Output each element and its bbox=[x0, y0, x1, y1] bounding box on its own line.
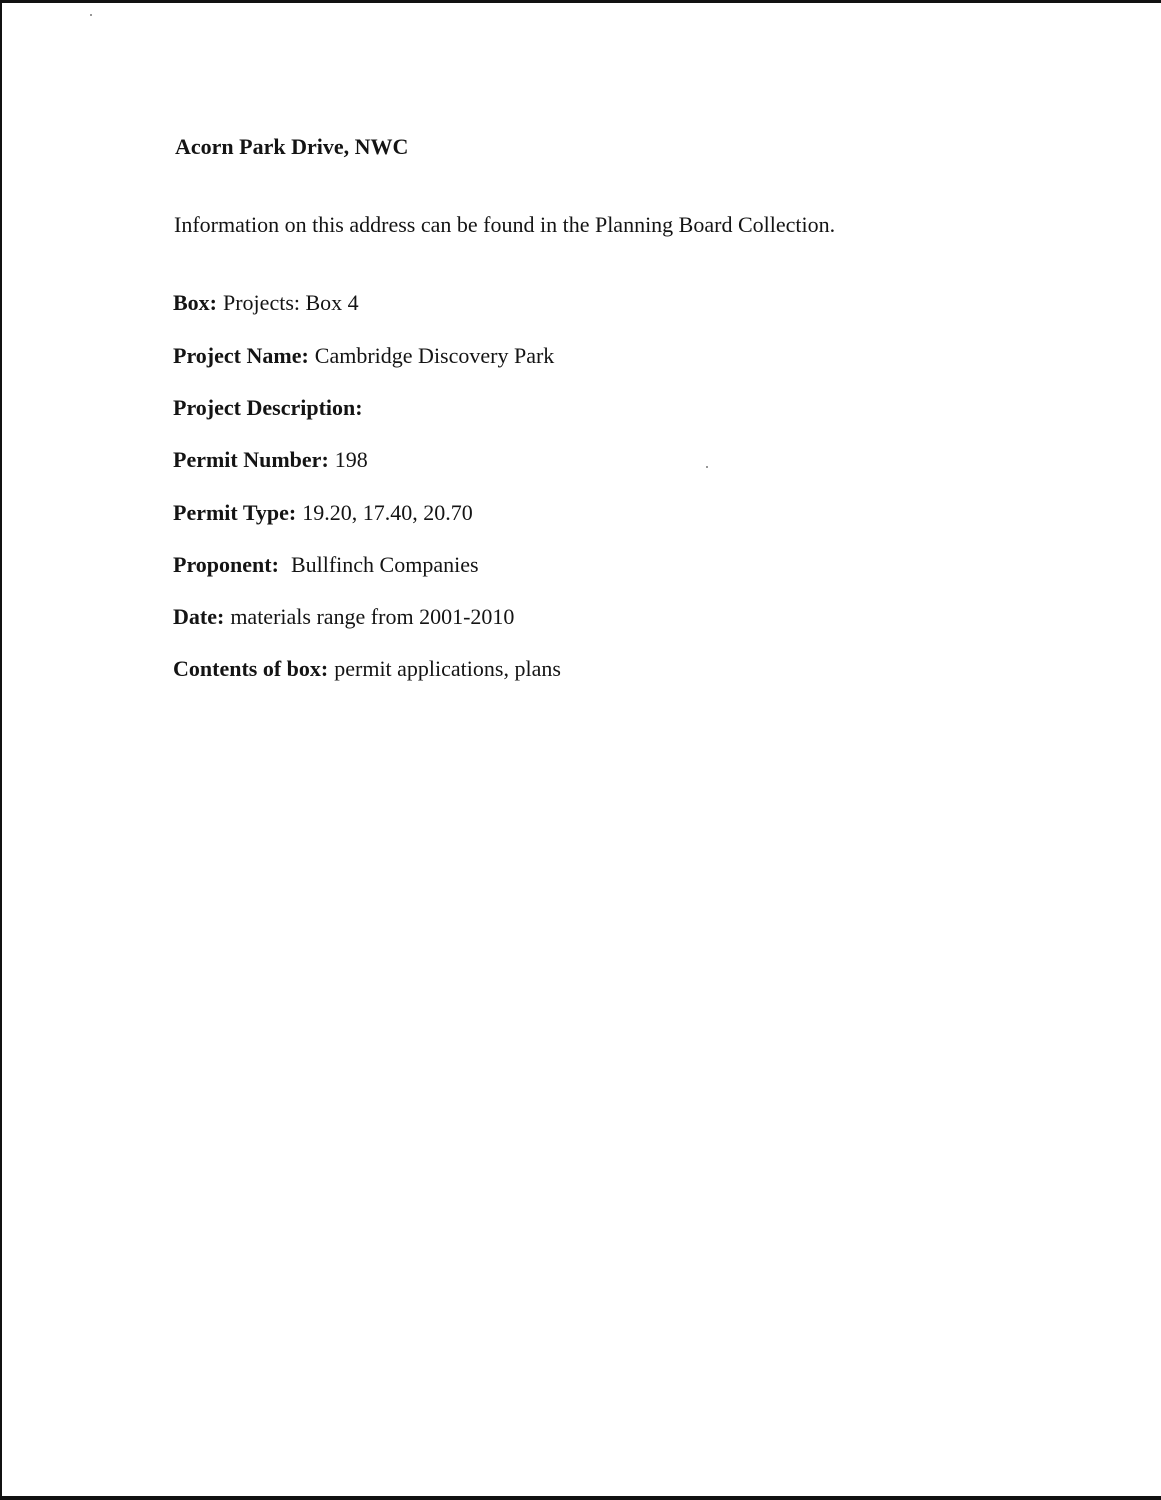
field-proponent-label: Proponent: bbox=[173, 552, 279, 577]
field-project-description-label: Project Description: bbox=[173, 395, 363, 420]
scan-speck bbox=[90, 14, 92, 16]
field-permit-number-value: 198 bbox=[334, 447, 368, 472]
field-box bbox=[173, 290, 359, 316]
field-permit-number bbox=[173, 447, 368, 473]
scan-speck bbox=[706, 466, 708, 468]
field-date-value: materials range from 2001-2010 bbox=[230, 604, 515, 629]
field-permit-number-label: Permit Number: bbox=[173, 447, 329, 472]
field-permit-type bbox=[173, 500, 473, 526]
field-contents-value: permit applications, plans bbox=[334, 656, 561, 681]
field-box-label: Box: bbox=[173, 290, 217, 315]
field-date bbox=[173, 604, 514, 630]
scan-edge-top bbox=[0, 0, 1161, 3]
field-project-name bbox=[173, 343, 554, 369]
field-proponent bbox=[173, 552, 479, 578]
field-box-value: Projects: Box 4 bbox=[223, 290, 359, 315]
field-contents-label: Contents of box: bbox=[173, 656, 329, 681]
intro-text: Information on this address can be found in the Planning Board Collection. bbox=[174, 212, 836, 237]
field-permit-type-label: Permit Type: bbox=[173, 500, 297, 525]
field-project-name-value: Cambridge Discovery Park bbox=[314, 343, 555, 368]
field-date-label: Date: bbox=[173, 604, 225, 629]
field-contents bbox=[173, 656, 561, 682]
field-project-name-label: Project Name: bbox=[173, 343, 309, 368]
scan-edge-left bbox=[0, 0, 2, 1500]
document-title: Acorn Park Drive, NWC bbox=[175, 134, 409, 159]
field-permit-type-value: 19.20, 17.40, 20.70 bbox=[302, 500, 473, 525]
field-proponent-value: Bullfinch Companies bbox=[290, 552, 479, 577]
scan-edge-bottom bbox=[0, 1496, 1161, 1500]
field-project-description bbox=[173, 395, 369, 421]
